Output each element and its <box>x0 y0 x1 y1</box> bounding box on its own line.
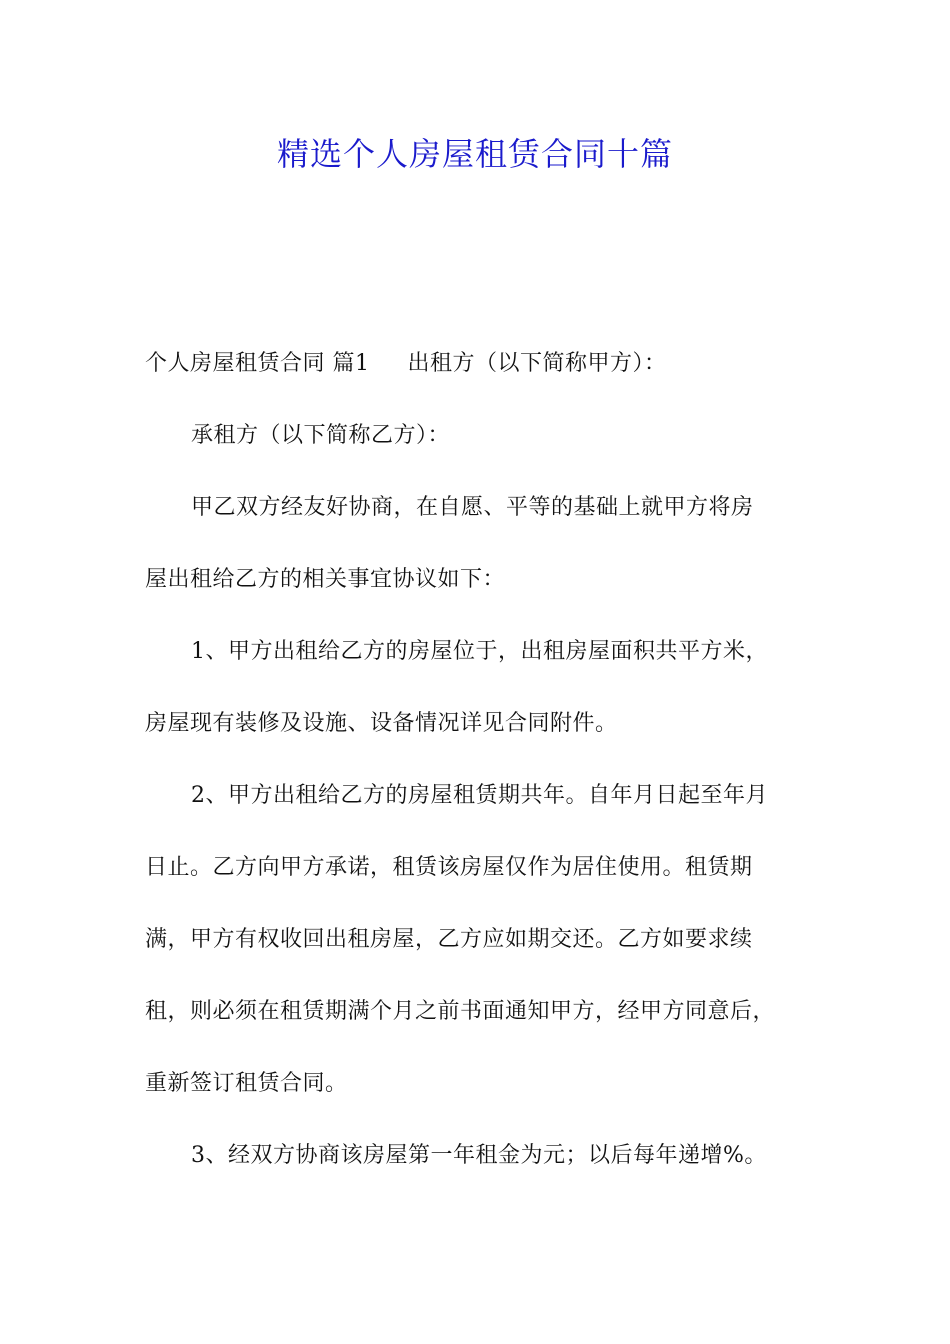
lessor-label: 出租方（以下简称甲方）： <box>407 351 667 376</box>
clause-2-line: 日止。乙方向甲方承诺，租赁该房屋仅作为居住使用。租赁期 <box>145 855 753 880</box>
clause-2-line: 重新签订租赁合同。 <box>145 1071 348 1096</box>
clause-2-line: 租，则必须在租赁期满个月之前书面通知甲方，经甲方同意后， <box>145 999 776 1024</box>
paragraph-line: 甲乙双方经友好协商，在自愿、平等的基础上就甲方将房 <box>191 495 754 520</box>
document-title: 精选个人房屋租赁合同十篇 <box>276 135 673 173</box>
clause-2-line: 满，甲方有权收回出租房屋，乙方应如期交还。乙方如要求续 <box>145 927 753 952</box>
clause-3-line: 3、经双方协商该房屋第一年租金为元；以后每年递增%。 <box>191 1143 767 1168</box>
clause-1-line: 房屋现有装修及设施、设备情况详见合同附件。 <box>145 711 618 736</box>
section-heading-line <box>145 328 835 400</box>
clause-2-line: 2、甲方出租给乙方的房屋租赁期共年。自年月日起至年月 <box>191 783 768 808</box>
paragraph-line: 屋出租给乙方的相关事宜协议如下： <box>145 567 506 592</box>
document-body <box>145 328 835 1192</box>
lessee-label: 承租方（以下简称乙方）： <box>191 423 451 448</box>
section-heading: 个人房屋租赁合同 篇1 <box>145 351 370 376</box>
clause-1-line: 1、甲方出租给乙方的房屋位于，出租房屋面积共平方米， <box>191 639 768 664</box>
